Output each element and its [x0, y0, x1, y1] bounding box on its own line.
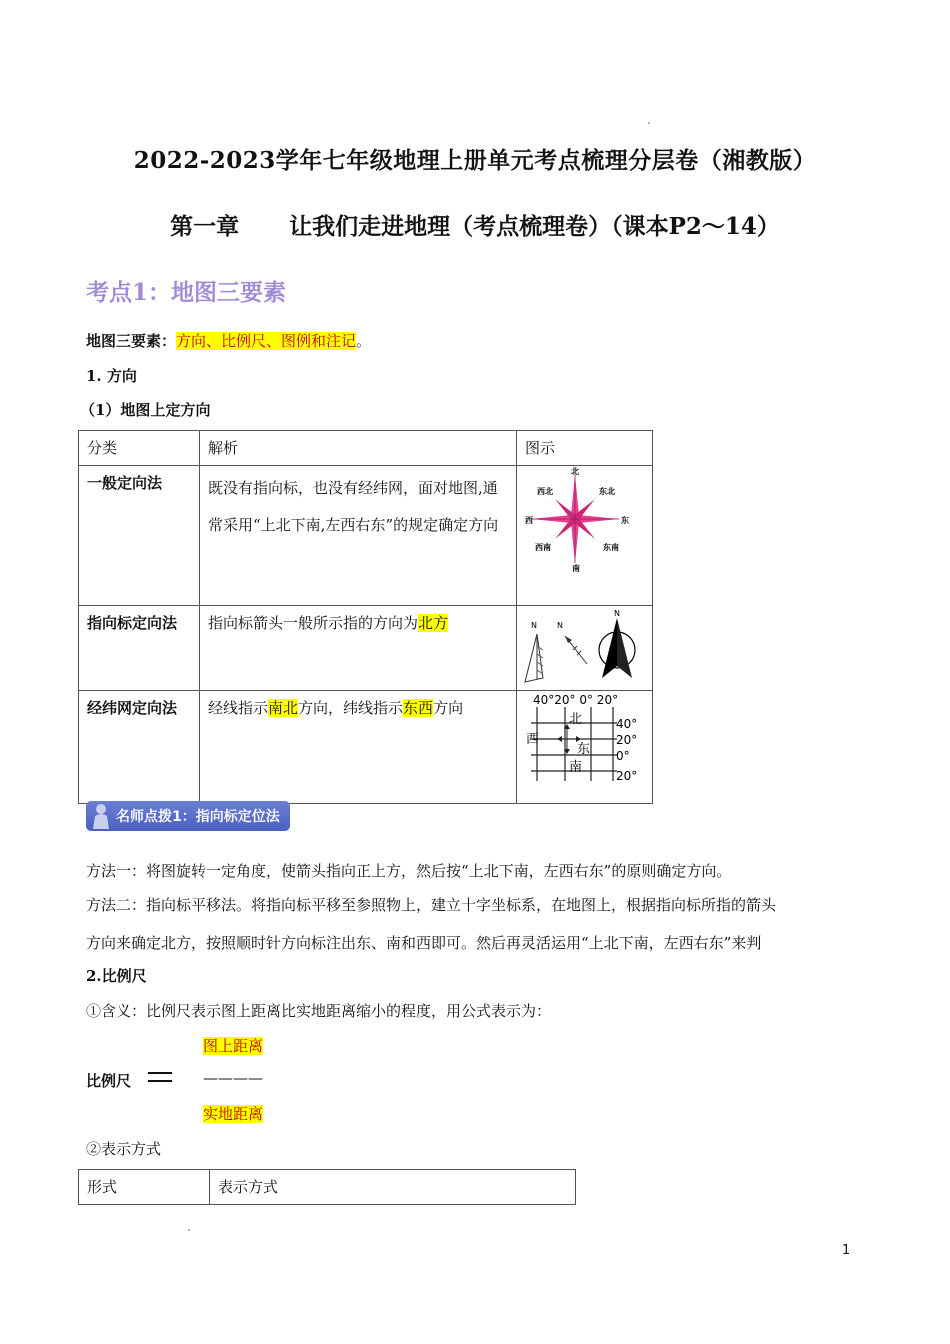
arrow1-n: N [531, 621, 537, 630]
tip-badge-label: 名师点拨1：指向标定位法 [116, 809, 280, 825]
item-direction: 1. 方向 [86, 367, 137, 385]
table-row [79, 466, 653, 606]
grid-w: 西 [526, 732, 540, 747]
grid-right-1: 20° [616, 733, 638, 747]
analysis-arrow-text: 指向标箭头一般所示指的方向为 [208, 614, 419, 632]
grid-text-hl1: 南北 [268, 699, 299, 717]
header-analysis: 解析 [200, 431, 517, 466]
method-two-line2: 方向来确定北方，按照顺时针方向标注出东、南和西即可。然后再灵活运用“上北下南，左西右东”来判 [86, 934, 762, 952]
analysis-general [200, 466, 517, 606]
chapter-title [0, 208, 950, 241]
grid-n: 北 [569, 712, 583, 727]
scale-numerator-text: 图上距离 [203, 1037, 264, 1055]
method-one: 方法一：将图旋转一定角度，使箭头指向正上方，然后按“上北下南，左西右东”的原则确定方向。 [86, 862, 732, 880]
compass-w: 西 [525, 515, 533, 525]
analysis-arrow-highlight: 北方 [418, 614, 449, 632]
category-general: 一般定向法 [79, 466, 200, 606]
chapter-label: 第一章 [170, 213, 240, 240]
north-arrow-icon [517, 606, 649, 686]
scale-label: 比例尺 [86, 1072, 132, 1090]
intro-end: 。 [356, 332, 372, 350]
method-two-line1: 方法二：指向标平移法。将指向标平移至参照物上，建立十字坐标系，在地图上，根据指向标所指的箭头 [86, 896, 777, 914]
scale-numerator [203, 1036, 263, 1056]
grid-text-hl2: 东西 [403, 699, 434, 717]
analysis-arrow [200, 606, 517, 691]
scale-denominator-text: 实地距离 [203, 1105, 264, 1123]
teacher-icon [90, 802, 112, 830]
grid-top-labels: 40°20° 0° 20° [533, 693, 619, 707]
arrow3-n: N [614, 609, 620, 618]
arrow2-n: N [557, 621, 563, 630]
compass-se: 东南 [603, 542, 619, 552]
scale-denominator [203, 1104, 263, 1124]
grid-s: 南 [569, 760, 583, 775]
scale-forms-table [78, 1169, 576, 1205]
compass-rose-icon [517, 466, 649, 601]
speck [188, 1229, 190, 1231]
header-form: 形式 [79, 1170, 210, 1205]
compass-n: 北 [571, 466, 579, 476]
direction-table [78, 430, 653, 804]
table-header-row [79, 1170, 576, 1205]
analysis-general-text: 既没有指向标，也没有经纬网，面对地图,通常采用“上北下南,左西右东”的规定确定方向 [208, 479, 499, 534]
grid-text-b: 方向，纬线指示 [298, 699, 404, 717]
scale-forms: ②表示方式 [86, 1140, 162, 1158]
scale-meaning: ①含义：比例尺表示图上距离比实地距离缩小的程度，用公式表示为： [86, 1002, 552, 1020]
intro-line [86, 331, 371, 351]
header-figure: 图示 [517, 431, 653, 466]
table-row [79, 606, 653, 691]
tip-badge [86, 801, 290, 831]
lat-long-grid-icon [517, 691, 649, 799]
equals-bar-bottom [148, 1080, 172, 1082]
header-representation: 表示方式 [210, 1170, 576, 1205]
table-row [79, 691, 653, 804]
grid-right-0: 40° [616, 717, 638, 731]
section-heading: 考点1：地图三要素 [86, 279, 287, 306]
speck [648, 122, 650, 124]
category-arrow: 指向标定向法 [79, 606, 200, 691]
intro-label: 地图三要素： [86, 332, 177, 350]
fraction-line: ———— [203, 1069, 263, 1087]
equals-bar-top [148, 1072, 172, 1074]
grid-text-c: 方向 [433, 699, 464, 717]
compass-e: 东 [621, 515, 629, 525]
figure-grid [517, 691, 653, 804]
document-title: 2022-2023学年七年级地理上册单元考点梳理分层卷（湘教版） [133, 147, 817, 174]
grid-right-2: 0° [616, 749, 630, 763]
compass-sw: 西南 [535, 542, 551, 552]
grid-e: 东 [577, 742, 591, 757]
compass-ne: 东北 [599, 486, 615, 496]
figure-north-arrows [517, 606, 653, 691]
header-category: 分类 [79, 431, 200, 466]
scale-heading: 2.比例尺 [86, 967, 147, 985]
chapter-subtitle: 让我们走进地理（考点梳理卷）（课本P2～14） [289, 213, 780, 240]
category-grid: 经纬网定向法 [79, 691, 200, 804]
grid-right-3: 20° [616, 769, 638, 783]
page-number: 1 [842, 1243, 851, 1258]
analysis-grid [200, 691, 517, 804]
grid-text-a: 经线指示 [208, 699, 269, 717]
figure-compass [517, 466, 653, 606]
table-header-row [79, 431, 653, 466]
compass-nw: 西北 [537, 486, 553, 496]
sub-direction-map: （1）地图上定方向 [80, 401, 211, 419]
compass-s: 南 [572, 563, 580, 573]
intro-value: 方向、比例尺、图例和注记 [176, 332, 357, 350]
